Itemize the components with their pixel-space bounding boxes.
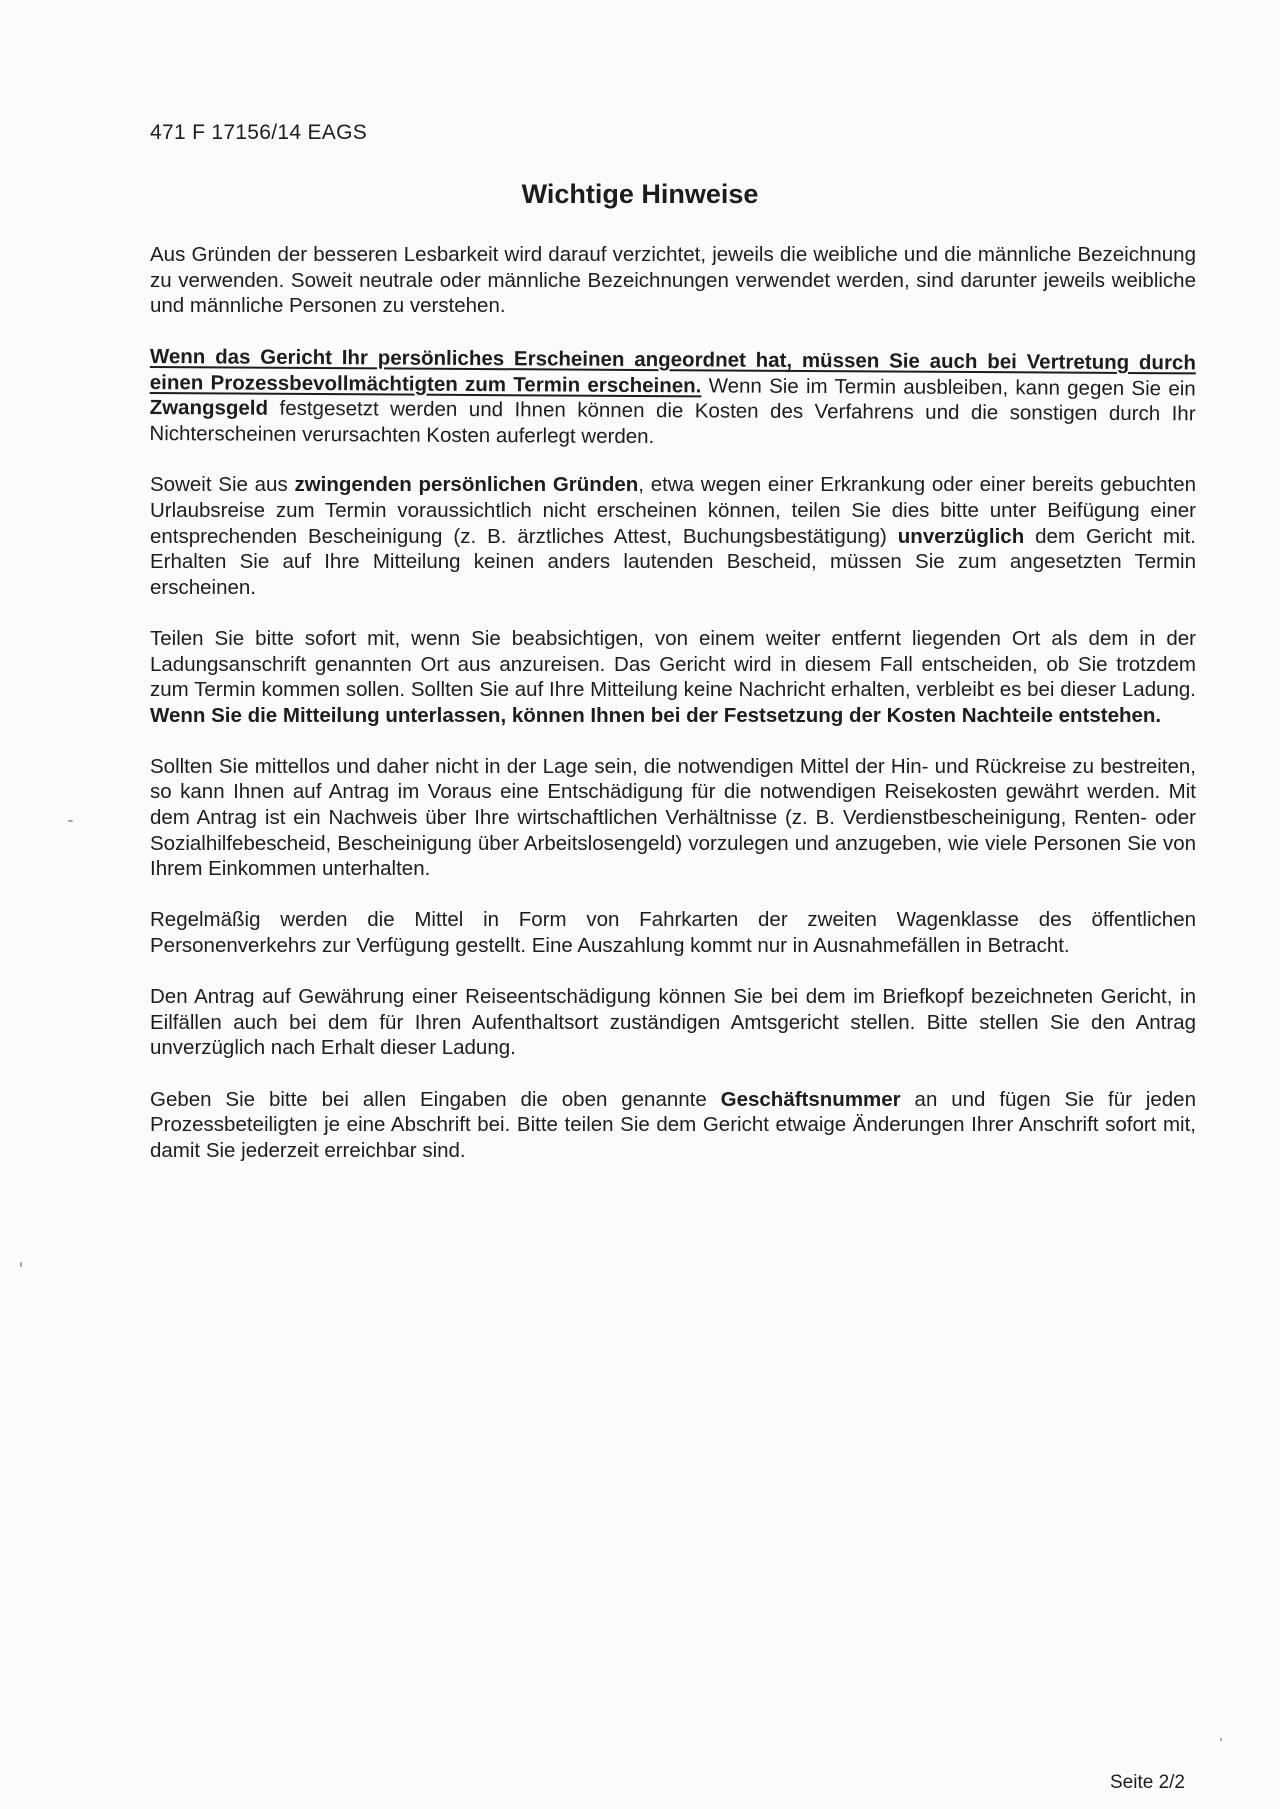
paragraph-distant-travel — [150, 626, 1196, 728]
case-number: 471 F 17156/14 EAGS — [150, 121, 368, 144]
underlined-notice: Wenn das Gericht Ihr persönliches Erscheinen angeordnet hat, müssen Sie auch bei Vertretung durch einen Prozessbevollmächtigten zum Termin erscheinen. — [149, 345, 1196, 398]
paragraph-text: dem Gericht mit. Erhalten Sie auf Ihre Mitteilung keinen anders lautenden Bescheid, müssen Sie zum angesetzten Termin erscheinen. — [150, 524, 1196, 599]
paragraph-text: Soweit Sie aus — [150, 473, 295, 497]
emphasis-text: Zwangsgeld — [149, 396, 269, 421]
paragraph-text: an und fügen Sie für jeden Prozessbeteiligten je eine Abschrift bei. Bitte teilen Sie dem Gericht etwaige Änderungen Ihrer Anschrift sofort mit, damit Sie jederzeit erreichbar sind. — [150, 1087, 1196, 1162]
page-title: Wichtige Hinweise — [521, 179, 759, 209]
paragraph-absence-reasons — [150, 472, 1196, 600]
paragraph-text: Teilen Sie bitte sofort mit, wenn Sie beabsichtigen, von einem weiter entfernt liegenden Ort als dem in der Ladungsanschrift genannten Ort aus anzureisen. Das Gericht wird in diesem Fall entscheiden, ob Sie trotzdem zum Termin kommen sollen. Sollten Sie auf Ihre Mitteilung keine Nachricht erhalten, verbleibt es bei dieser Ladung. — [150, 626, 1196, 702]
paragraph-gender-notice: Aus Gründen der besseren Lesbarkeit wird darauf verzichtet, jeweils die weibliche und die männliche Bezeichnung zu verwenden. Soweit neutrale oder männliche Bezeichnungen verwendet werden, sind darunter jeweils weibliche und männliche Personen zu verstehen. — [150, 243, 1196, 318]
paragraph-travel-allowance: Sollten Sie mittellos und daher nicht in der Lage sein, die notwendigen Mittel der Hin- und Rückreise zu bestreiten, so kann Ihnen auf Antrag im Voraus eine Entschädigung für die notwendigen Reisekosten gewährt werden. Mit dem Antrag ist ein Nachweis über Ihre wirtschaftlichen Verhältnisse (z. B. Verdienstbescheinigung, Renten- oder Sozialhilfebescheid, Bescheinigung über Arbeitslosengeld) vorzulegen und anzugeben, wie viele Personen Sie von Ihrem Einkommen unterhalten. — [150, 754, 1196, 881]
scan-speck — [20, 1262, 22, 1267]
scan-speck — [68, 820, 73, 822]
paragraph-text: Geben Sie bitte bei allen Eingaben die oben genannte — [150, 1087, 721, 1111]
emphasis-text: zwingenden persönlichen Gründen — [294, 473, 639, 497]
paragraph-application: Den Antrag auf Gewährung einer Reiseentschädigung können Sie bei dem im Briefkopf bezeichneten Gericht, in Eilfällen auch bei dem für Ihren Aufenthaltsort zuständigen Amtsgericht stellen. Bitte stellen Sie den Antrag unverzüglich nach Erhalt dieser Ladung. — [150, 985, 1196, 1060]
paragraph-text: festgesetzt werden und Ihnen können die Kosten des Verfahrens und die sonstigen durch Ihr Nichterscheinen verursachten Kosten auferlegt werden. — [149, 397, 1196, 449]
paragraph-case-number-notice — [150, 1087, 1196, 1164]
scan-speck — [1220, 1738, 1222, 1741]
emphasis-text: Geschäftsnummer — [720, 1087, 901, 1111]
emphasis-text: unverzüglich — [897, 524, 1025, 548]
page-number: Seite 2/2 — [1110, 1772, 1185, 1793]
paragraph-text: , etwa wegen einer Erkrankung oder einer bereits gebuchten Urlaubsreise zum Termin voraussichtlich nicht erscheinen können, teilen Sie dies bitte unter Beifügung einer entsprechenden Bescheinigung (z. B. ärztliches Attest, Buchungsbestätigung) — [150, 473, 1196, 548]
document-body — [150, 242, 1196, 1189]
emphasis-text: Wenn Sie die Mitteilung unterlassen, können Ihnen bei der Festsetzung der Kosten Nachteile entstehen. — [150, 703, 1162, 727]
paragraph-tickets: Regelmäßig werden die Mittel in Form von Fahrkarten der zweiten Wagenklasse des öffentlichen Personenverkehrs zur Verfügung gestellt. Eine Auszahlung kommt nur in Ausnahmefällen in Betracht. — [150, 908, 1196, 958]
paragraph-text: Wenn Sie im Termin ausbleiben, kann gegen Sie ein — [701, 374, 1196, 401]
paragraph-personal-appearance — [149, 344, 1196, 453]
